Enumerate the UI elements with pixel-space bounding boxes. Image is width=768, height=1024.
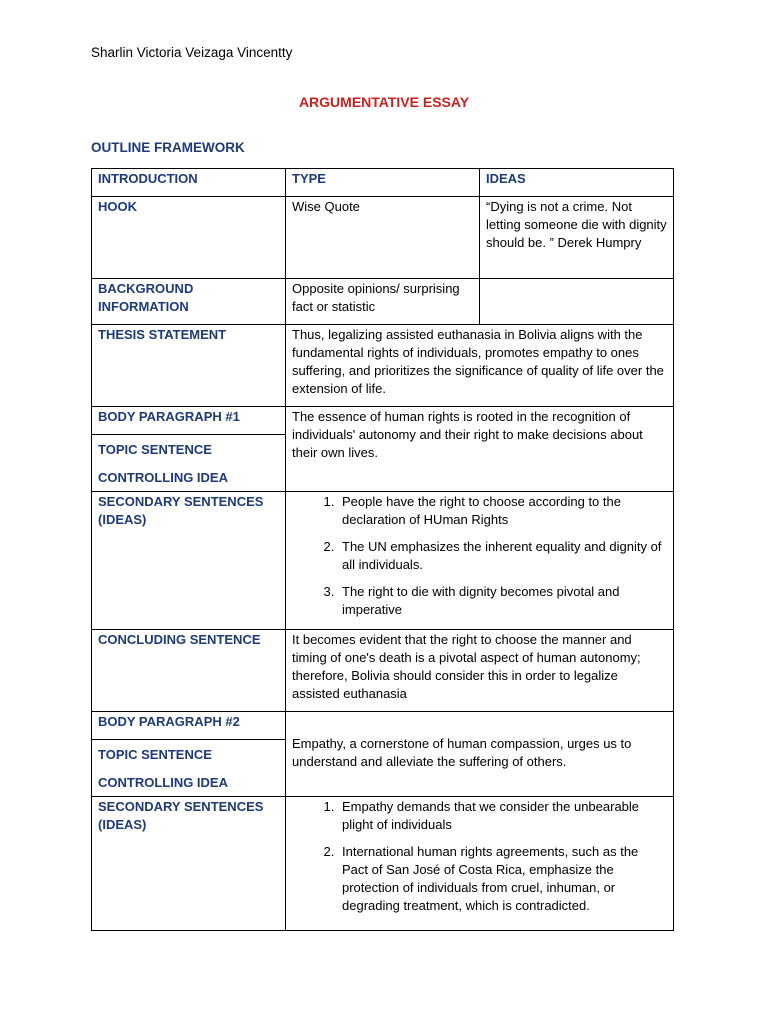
body1-label: BODY PARAGRAPH #1 bbox=[92, 407, 286, 435]
body1-secondary-label: SECONDARY SENTENCES (IDEAS) bbox=[92, 492, 286, 630]
thesis-text: Thus, legalizing assisted euthanasia in Bolivia aligns with the fundamental rights of individuals, promotes empathy to ones suffering, and prioritizes the significance of quality of life over the extension of life. bbox=[286, 325, 674, 407]
list-item: 2. The UN emphasizes the inherent equality and dignity of all individuals. bbox=[338, 538, 667, 574]
table-header-row bbox=[92, 169, 674, 197]
background-label: BACKGROUND INFORMATION bbox=[92, 279, 286, 325]
document-title: ARGUMENTATIVE ESSAY bbox=[298, 94, 470, 110]
table-row bbox=[92, 797, 674, 931]
list-item: 1. People have the right to choose according to the declaration of HUman Rights bbox=[338, 493, 667, 529]
outline-table bbox=[91, 168, 674, 931]
body2-secondary-cell bbox=[286, 797, 674, 931]
list-item: 2. International human rights agreements, such as the Pact of San José of Costa Rica, emphasize the protection of individuals from cruel, inhuman, or degrading treatment, which is contradicted. bbox=[338, 843, 667, 915]
table-row bbox=[92, 712, 674, 740]
hook-type: Wise Quote bbox=[286, 197, 480, 279]
body2-secondary-list bbox=[292, 798, 667, 915]
body1-topic-text: The essence of human rights is rooted in the recognition of individuals' autonomy and their right to make decisions about their own lives. bbox=[286, 407, 674, 492]
body1-concluding-text: It becomes evident that the right to choose the manner and timing of one's death is a pivotal aspect of human autonomy; therefore, Bolivia should consider this in order to legalize assisted euthanasia bbox=[286, 630, 674, 712]
body2-topic-label: TOPIC SENTENCE bbox=[98, 747, 212, 762]
thesis-label: THESIS STATEMENT bbox=[92, 325, 286, 407]
header-introduction: INTRODUCTION bbox=[92, 169, 286, 197]
background-idea bbox=[480, 279, 674, 325]
table-row bbox=[92, 197, 674, 279]
body1-controlling-label: CONTROLLING IDEA bbox=[98, 470, 228, 485]
body2-label: BODY PARAGRAPH #2 bbox=[92, 712, 286, 740]
header-type: TYPE bbox=[286, 169, 480, 197]
list-item: 3. The right to die with dignity becomes pivotal and imperative bbox=[338, 583, 667, 619]
body2-topic-cell bbox=[92, 740, 286, 797]
body1-secondary-list bbox=[292, 493, 667, 619]
body1-topic-cell bbox=[92, 435, 286, 492]
background-type: Opposite opinions/ surprising fact or statistic bbox=[286, 279, 480, 325]
table-row bbox=[92, 492, 674, 630]
author-name: Sharlin Victoria Veizaga Vincentty bbox=[91, 45, 293, 60]
body2-controlling-label: CONTROLLING IDEA bbox=[98, 775, 228, 790]
body2-secondary-label: SECONDARY SENTENCES (IDEAS) bbox=[92, 797, 286, 931]
body2-topic-text: Empathy, a cornerstone of human compassion, urges us to understand and alleviate the suffering of others. bbox=[286, 712, 674, 797]
outline-heading: OUTLINE FRAMEWORK bbox=[91, 140, 245, 155]
table-row bbox=[92, 279, 674, 325]
hook-idea: “Dying is not a crime. Not letting someone die with dignity should be. ” Derek Humpry bbox=[480, 197, 674, 279]
header-ideas: IDEAS bbox=[480, 169, 674, 197]
body1-secondary-cell bbox=[286, 492, 674, 630]
table-row bbox=[92, 407, 674, 435]
body1-topic-label: TOPIC SENTENCE bbox=[98, 442, 212, 457]
hook-label: HOOK bbox=[92, 197, 286, 279]
list-item: 1. Empathy demands that we consider the unbearable plight of individuals bbox=[338, 798, 667, 834]
body1-concluding-label: CONCLUDING SENTENCE bbox=[92, 630, 286, 712]
table-row bbox=[92, 325, 674, 407]
table-row bbox=[92, 630, 674, 712]
